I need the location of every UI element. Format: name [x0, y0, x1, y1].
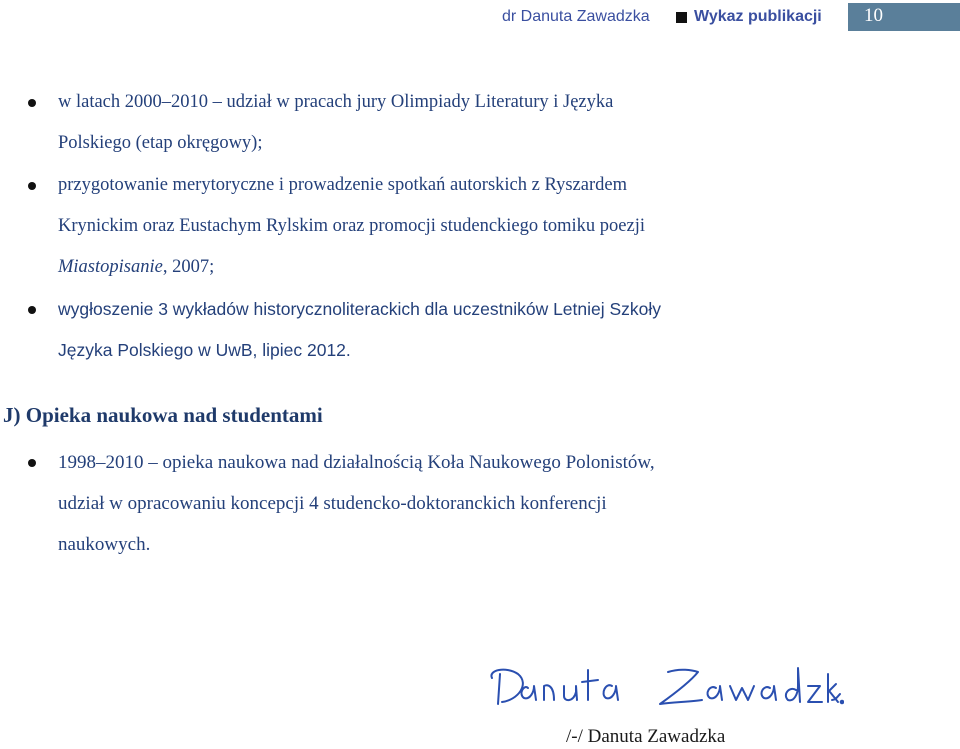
list-item-line: 1998–2010 – opieka naukowa nad działalnością Koła Naukowego Polonistów,: [58, 452, 655, 473]
list-item-jury: [58, 82, 948, 164]
printed-signature: /-/ Danuta Zawadzka: [566, 726, 726, 747]
bullet-icon: [28, 99, 36, 107]
list-item-line: naukowych.: [58, 534, 151, 555]
list-item-lectures: [58, 289, 948, 371]
page-header: [0, 0, 960, 34]
list-item-line: Krynickim oraz Eustachym Rylskim oraz promocji studenckiego tomiku poezji: [58, 216, 646, 236]
square-bullet-icon: [676, 12, 687, 23]
list-item-line: [58, 247, 948, 288]
list-item-line: Polskiego (etap okręgowy);: [58, 133, 263, 153]
list-item-student-supervision: [58, 442, 948, 565]
bullet-icon: [28, 306, 36, 314]
list-item-author-meetings: [58, 165, 948, 288]
bullet-icon: [28, 182, 36, 190]
book-title: Miastopisanie: [58, 257, 163, 277]
list-item-line: przygotowanie merytoryczne i prowadzenie spotkań autorskich z Ryszardem: [58, 175, 627, 195]
page-number: 10: [864, 5, 883, 26]
book-year: , 2007;: [162, 257, 215, 277]
section-heading: J) Opieka naukowa nad studentami: [3, 403, 323, 427]
list-item-line: w latach 2000–2010 – udział w pracach jury Olimpiady Literatury i Języka: [58, 92, 614, 112]
list-item-line: Języka Polskiego w UwB, lipiec 2012.: [58, 340, 351, 360]
handwritten-signature: [484, 656, 844, 716]
list-item-line: wygłoszenie 3 wykładów historycznoliterackich dla uczestników Letniej Szkoły: [58, 299, 662, 319]
bullet-icon: [28, 459, 36, 467]
header-document-title: Wykaz publikacji: [694, 8, 822, 25]
header-author: dr Danuta Zawadzka: [502, 8, 650, 25]
list-item-line: udział w opracowaniu koncepcji 4 studencko-doktoranckich konferencji: [58, 493, 607, 514]
